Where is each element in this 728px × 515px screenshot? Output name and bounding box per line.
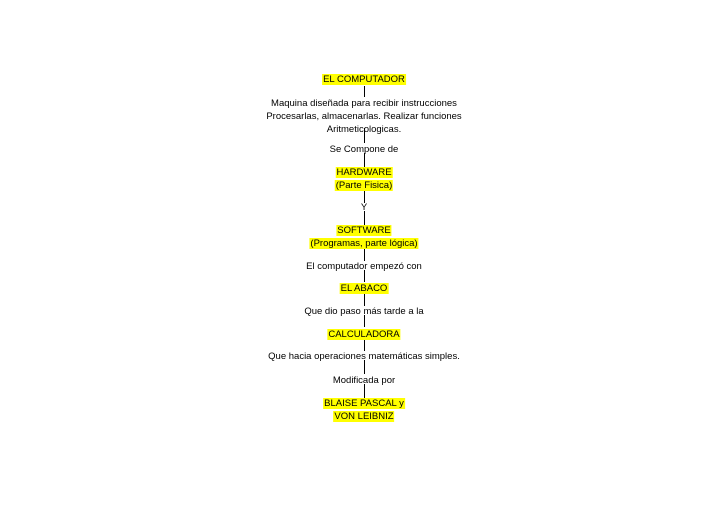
pascal-label-line-2: VON LEIBNIZ bbox=[334, 411, 394, 422]
y-label: Y bbox=[360, 202, 368, 213]
node-compone bbox=[330, 143, 399, 156]
modificada-label: Modificada por bbox=[332, 375, 396, 386]
node-modificada bbox=[333, 374, 395, 387]
node-definition bbox=[266, 97, 461, 136]
definition-line-1: Maquina diseñada para recibir instrucciones bbox=[271, 98, 457, 109]
node-operaciones bbox=[268, 350, 460, 363]
node-empezo bbox=[306, 260, 422, 273]
compone-label: Se Compone de bbox=[329, 144, 399, 155]
node-software bbox=[309, 224, 418, 250]
hardware-sublabel: (Parte Fisica) bbox=[335, 180, 393, 191]
node-hardware bbox=[335, 166, 393, 192]
software-label: SOFTWARE bbox=[337, 225, 391, 236]
node-abaco bbox=[340, 282, 389, 295]
software-sublabel: (Programas, parte lógica) bbox=[310, 238, 418, 249]
calculadora-label: CALCULADORA bbox=[328, 329, 400, 340]
definition-line-3: Aritmeticologicas. bbox=[326, 124, 402, 135]
connector-line bbox=[364, 86, 365, 97]
abaco-label: EL ABACO bbox=[340, 283, 388, 294]
node-y bbox=[361, 201, 367, 214]
node-pascal bbox=[323, 397, 405, 423]
title-label: EL COMPUTADOR bbox=[323, 74, 405, 85]
node-dio-paso bbox=[304, 305, 423, 318]
pascal-label-line-1: BLAISE PASCAL y bbox=[324, 398, 404, 409]
dio-paso-label: Que dio paso más tarde a la bbox=[304, 306, 424, 317]
node-title bbox=[322, 73, 406, 86]
hardware-label: HARDWARE bbox=[336, 167, 392, 178]
node-calculadora bbox=[327, 328, 400, 341]
empezo-label: El computador empezó con bbox=[306, 261, 422, 272]
definition-line-2: Procesarlas, almacenarlas. Realizar funciones bbox=[266, 111, 462, 122]
operaciones-label: Que hacia operaciones matemáticas simples. bbox=[268, 351, 460, 362]
